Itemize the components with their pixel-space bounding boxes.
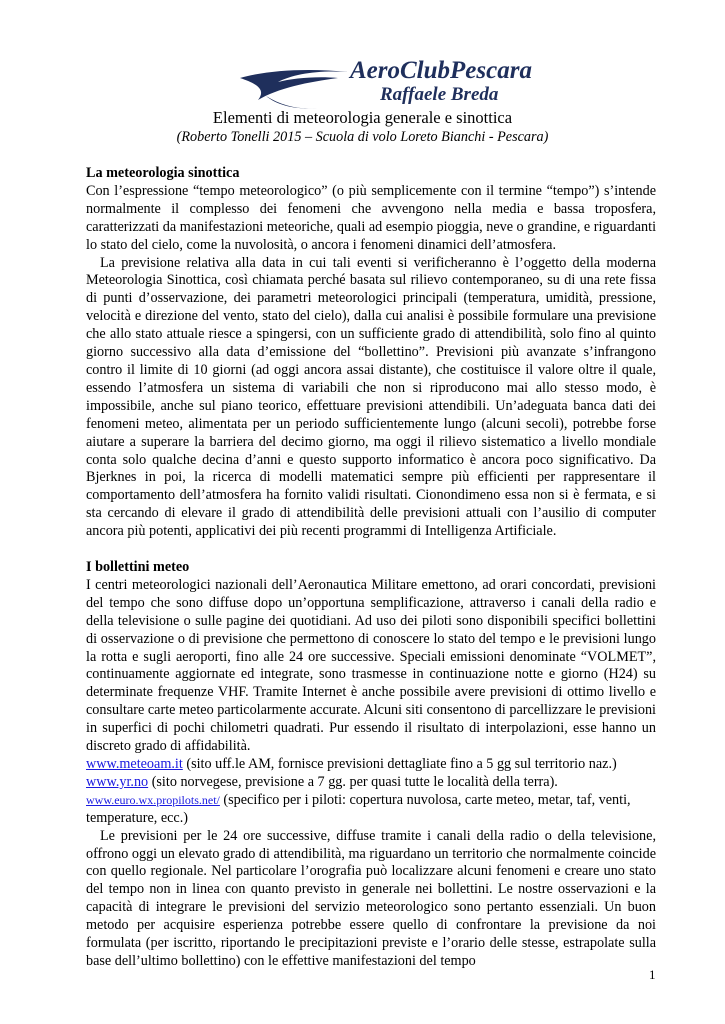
document-title: Elementi di meteorologia generale e sinottica	[212, 108, 513, 127]
paragraph: La previsione relativa alla data in cui tali eventi si verificheranno è l’oggetto della moderna Meteorologia Sinottica, così chiamata perché basata sul rilievo contemporaneo, su di una rete fissa di punti d’osservazione, dei parametri meteorologici principali (temperatura, umidità, pressione, velocità e direzione del vento, stato del cielo), dalla cui analisi è possibile formulare una previsione che allo stato attuale riesce a spingersi, con un sufficiente grado di attendibilità, solo fino al quinto giorno successivo alla data d’emissione del “bollettino”. Previsioni più avanzate s’infrangono contro il limite di 10 giorni (ad oggi ancora assai distante), che costituisce il valore oltre il quale, essendo l’atmosfera un sistema di variabili che non si riproducono mai allo stesso modo, è impossibile, anche sul piano teorico, effettuare previsioni attendibili. Un’adeguata banca dati dei fenomeni meteo, alimentata per un periodo sufficientemente lungo (alcuni secoli), potrebbe forse aiutare a superare la barriera del decimo giorno, ma oggi il rilievo sistematico a livello mondiale conta solo qualche decina d’anni e questo supporto informatico è ancora poco significativo. Da Bjerknes in poi, la ricerca di modelli matematici sempre più efficienti per rappresentare il comportamento dell’atmosfera ha fornito validi risultati. Cionondimeno essa non si è fermata, e si sta cercando di elevare il grado di attendibilità delle previsioni attuali con l’ausilio di computer ancora più potenti, applicativi dei più recenti programmi di Intelligenza Artificiale.	[86, 254, 656, 540]
document-subtitle: (Roberto Tonelli 2015 – Scuola di volo Loreto Bianchi - Pescara)	[176, 129, 549, 145]
logo-line1: AeroClubPescara	[350, 57, 532, 84]
paragraph: Con l’espressione “tempo meteorologico” (o più semplicemente con il termine “tempo”) s’intende normalmente il complesso dei fenomeni che avvengono nella media e bassa troposfera, caratterizzati da manifestazioni meteoriche, quali ad esempio pioggia, neve o grandine, e riguardanti lo stato del cielo, come la nuvolosità, o ancora i fenomeni dinamici dell’atmosfera.	[86, 182, 657, 253]
paragraph: Le previsioni per le 24 ore successive, diffuse tramite i canali della radio o della televisione, offrono oggi un elevato grado di attendibilità, ma riguardano un territorio che normalmente coincide con quello regionale. Nel particolare l’orografia può localizzare alcuni fenomeni e creare uno stato del tempo non in linea con quanto previsto in generale nei bollettini. Le nostre osservazioni e la capacità di integrare le previsioni del servizio meteorologico sono pertanto essenziali. Un buon metodo per acquisire esperienza potrebbe essere quello di confrontare la previsione da noi formulata (per iscritto, riportando le precipitazioni previste e l’orario delle stesse, estrapolate sulla base dell’ultimo bollettino) con le effettive manifestazioni del tempo	[86, 827, 656, 969]
section-heading-bollettini: I bollettini meteo	[86, 559, 190, 576]
link-line: www.yr.no (sito norvegese, previsione a 7 gg. per quasi tutte le località della terra).	[86, 773, 558, 790]
link-yr[interactable]: www.yr.no	[86, 773, 149, 790]
aeroclub-logo	[238, 48, 532, 116]
paragraph: I centri meteorologici nazionali dell’Aeronautica Militare emettono, ad orari concordati, previsioni del tempo che sono diffuse dopo un’opportuna semplificazione, attraverso i canali della radio e della televisione o sulle pagine dei quotidiani. Ad uso dei piloti sono disponibili specifici bollettini di osservazione o di previsione che permettono di conoscere lo stato del tempo e le previsioni lungo la rotta e sugli aeroporti, fino alle 24 ore successive. Speciali emissioni denominate “VOLMET”, continuamente aggiornate ed integrate, sono trasmesse in continuazione notte e giorno (H24) su determinate frequenze VHF. Tramite Internet è anche possibile avere previsioni di ottimo livello e consultare carte meteo particolarmente accurate. Alcuni siti consentono di parcellizzare le previsioni in superfici di pochi chilometri quadrati. Pur essendo il risultato di interpolazioni, esse hanno un discreto grado di affidabilità.	[86, 576, 656, 755]
document-body	[86, 165, 656, 971]
logo-line2: Raffaele Breda	[380, 84, 499, 105]
link-line: www.meteoam.it (sito uff.le AM, fornisce previsioni dettagliate fino a 5 gg sul territorio naz.)	[86, 756, 617, 772]
link-line: www.euro.wx.propilots.net/ (specifico per i piloti: copertura nuvolosa, carte meteo, metar, taf, venti, temperature, ecc.)	[86, 791, 631, 826]
wing-swoosh-icon	[240, 70, 348, 100]
link-propilots[interactable]: www.euro.wx.propilots.net/	[86, 792, 220, 807]
page-number: 1	[649, 967, 656, 982]
link-meteoam[interactable]: www.meteoam.it	[86, 756, 183, 772]
section-heading-sinottica: La meteorologia sinottica	[86, 165, 240, 181]
